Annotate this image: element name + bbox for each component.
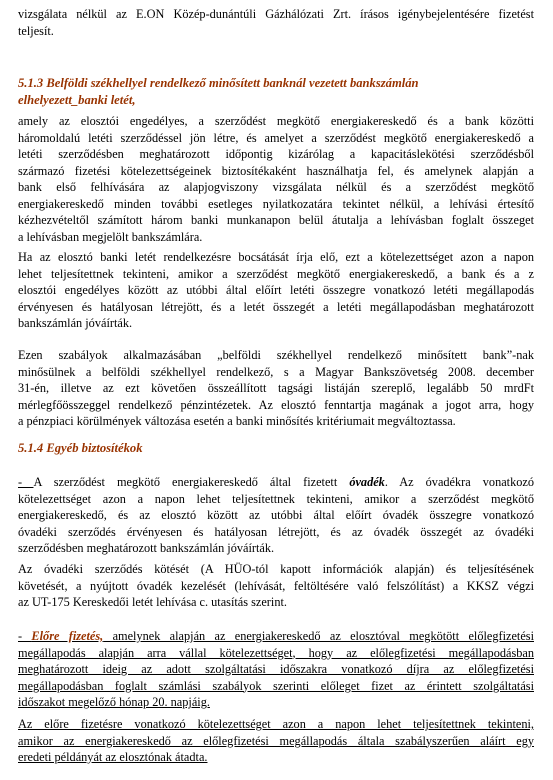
bank-deposit-paragraph [18,113,534,245]
deposit-fulfilment-paragraph [18,249,534,332]
text-line: megállapodásban foglalt számlási szabályok szerinti előleget fizet az érintett szolgáltatási [18,678,534,693]
text-line: bankszámlán jóváírták. [18,316,133,330]
prepayment-paragraph [18,628,534,711]
text-line: lehet teljesítettnek tekinteni, amikor a szerződést megkötő energiakereskedő, a bank és a z [18,266,534,281]
text-line: energiakereskedő, és az elosztó között az utóbbi által előírt óvadék összegre vonatkozó [18,508,534,522]
text-line: Az óvadéki szerződés kötését (A HÜO-tól kapott információk alapján) és teljesítésének [18,562,534,576]
text-line: amely az elosztói engedélyes, a szerződést megkötő energiakereskedő és a bank közötti [18,114,534,128]
text-line: elosztói engedélyes között az utóbbi által előírt letéti összegre vonatkozó letéti megállapodás [18,283,534,297]
text-line: érvényesen és hatályosan létrejött, és a letét összegét a letéti megállapodásban meghatározott [18,299,534,314]
text-line: minősülnek a belföldi székhellyel rendelkező, s a Magyar Bankszövetség 2008. december [18,364,534,379]
text-line: az UT-175 Kereskedői letét lehívása c. utasítás szerint. [18,595,287,609]
text-line: 31-én, illetve az ezt követően összeállított tagsági listáján szereplő, legalább 50 mrdFt [18,381,534,395]
text-line: Az előre fizetésre vonatkozó kötelezettséget azon a napon lehet teljesítettnek tekinteni, [18,717,534,731]
deposit-handling-paragraph [18,561,534,611]
text-line: kötelezettséget azon a napon lehet teljesítettnek tekinteni, amikor a szerződést megkötő [18,491,534,506]
prepayment-fulfilment-paragraph [18,716,534,766]
text-line: a lehívásban megjelölt bankszámlára. [18,229,203,244]
text-line: mérlegfőösszeggel rendelkező pénzintézetek. Az elosztó fenntartja magának a jogot arra, hogy [18,397,534,412]
text-line: szerződésben meghatározott bankszámlán jóváírták. [18,541,275,555]
text-line: Ezen szabályok alkalmazásában „belföldi székhellyel rendelkező minősített bank”-nak [18,348,534,362]
text-line: követését, a nyújtott óvadék kezelését (lehívását, feltöltésére való felszólítást) a KKSZ végzi [18,578,534,593]
text-line: kézhezvételtől számított három banki munkanapon belül átutalja a lehívásban foglalt összeget [18,213,534,227]
text-line: megállapodás alapján arra vállal kötelezettséget, hogy az előlegfizetési megállapodásban [18,645,534,660]
deposit-guarantee-paragraph [18,474,534,557]
section-heading-5-1-3: 5.1.3 Belföldi székhellyel rendelkező minősített banknál vezetett bankszámlán elhelyezett_banki letét, [18,76,419,107]
text-line: teljesít. [18,23,54,38]
section-heading-5-1-4: 5.1.4 Egyéb biztosítékok [18,441,143,455]
text-line: - Előre fizetés, amelynek alapján az energiakereskedő az elosztóval megkötött előlegfizetési [18,629,534,643]
text-line: energiakereskedő minden további esetleges nyilatkozatára tekintet nélkül, a lehívási értesítő [18,196,534,211]
text-line: származó fizetési kötelezettségeinek biztosítékaként használhatja fel, és amelynek alapján a [18,163,534,178]
text-line: a pénzpiaci körülmények változása esetén a banki minősítés kritériumait megváltoztassa. [18,414,456,428]
text-line: letéti szerződésben meghatározott időpontig kizárólag a kapacitáslekötési szerződésből [18,147,534,161]
text-line: bank első felhívására az alapjogviszony vizsgálata nélkül és a szerződést megkötő [18,180,534,194]
text-line: háromoldalú letéti szerződéssel jön létre, és amelyet a szerződést megkötő energiakereskedő a [18,130,534,145]
text-line: eredeti példányát az elosztónak átadta. [18,750,208,764]
text-line: Ha az elosztó banki letét rendelkezésre bocsátását írja elő, ezt a kötelezettséget azon a napon [18,250,534,264]
qualified-bank-paragraph [18,347,534,430]
text-line: - A szerződést megkötő energiakereskedő által fizetett óvadék. Az óvadékra vonatkozó [18,475,534,489]
text-line: amikor az energiakereskedő az előlegfizetési megállapodás általa szabályszerűen aláírt egy [18,733,534,748]
text-line: óvadéki szerződés érvényesen és hatályosan létrejött, és az óvadék összegét az óvadéki [18,524,534,539]
text-line: vizsgálata nélkül az E.ON Közép-dunántúli Gázhálózati Zrt. írásos igénybejelentésére fizetést [18,7,534,21]
text-line: meghatározott ideig az adott szolgáltatási időszakra vonatkozó díjra az előlegfizetési [18,662,534,676]
intro-paragraph [18,6,534,39]
text-line: időszakot megelőző hónap 20. napjáig. [18,695,210,709]
